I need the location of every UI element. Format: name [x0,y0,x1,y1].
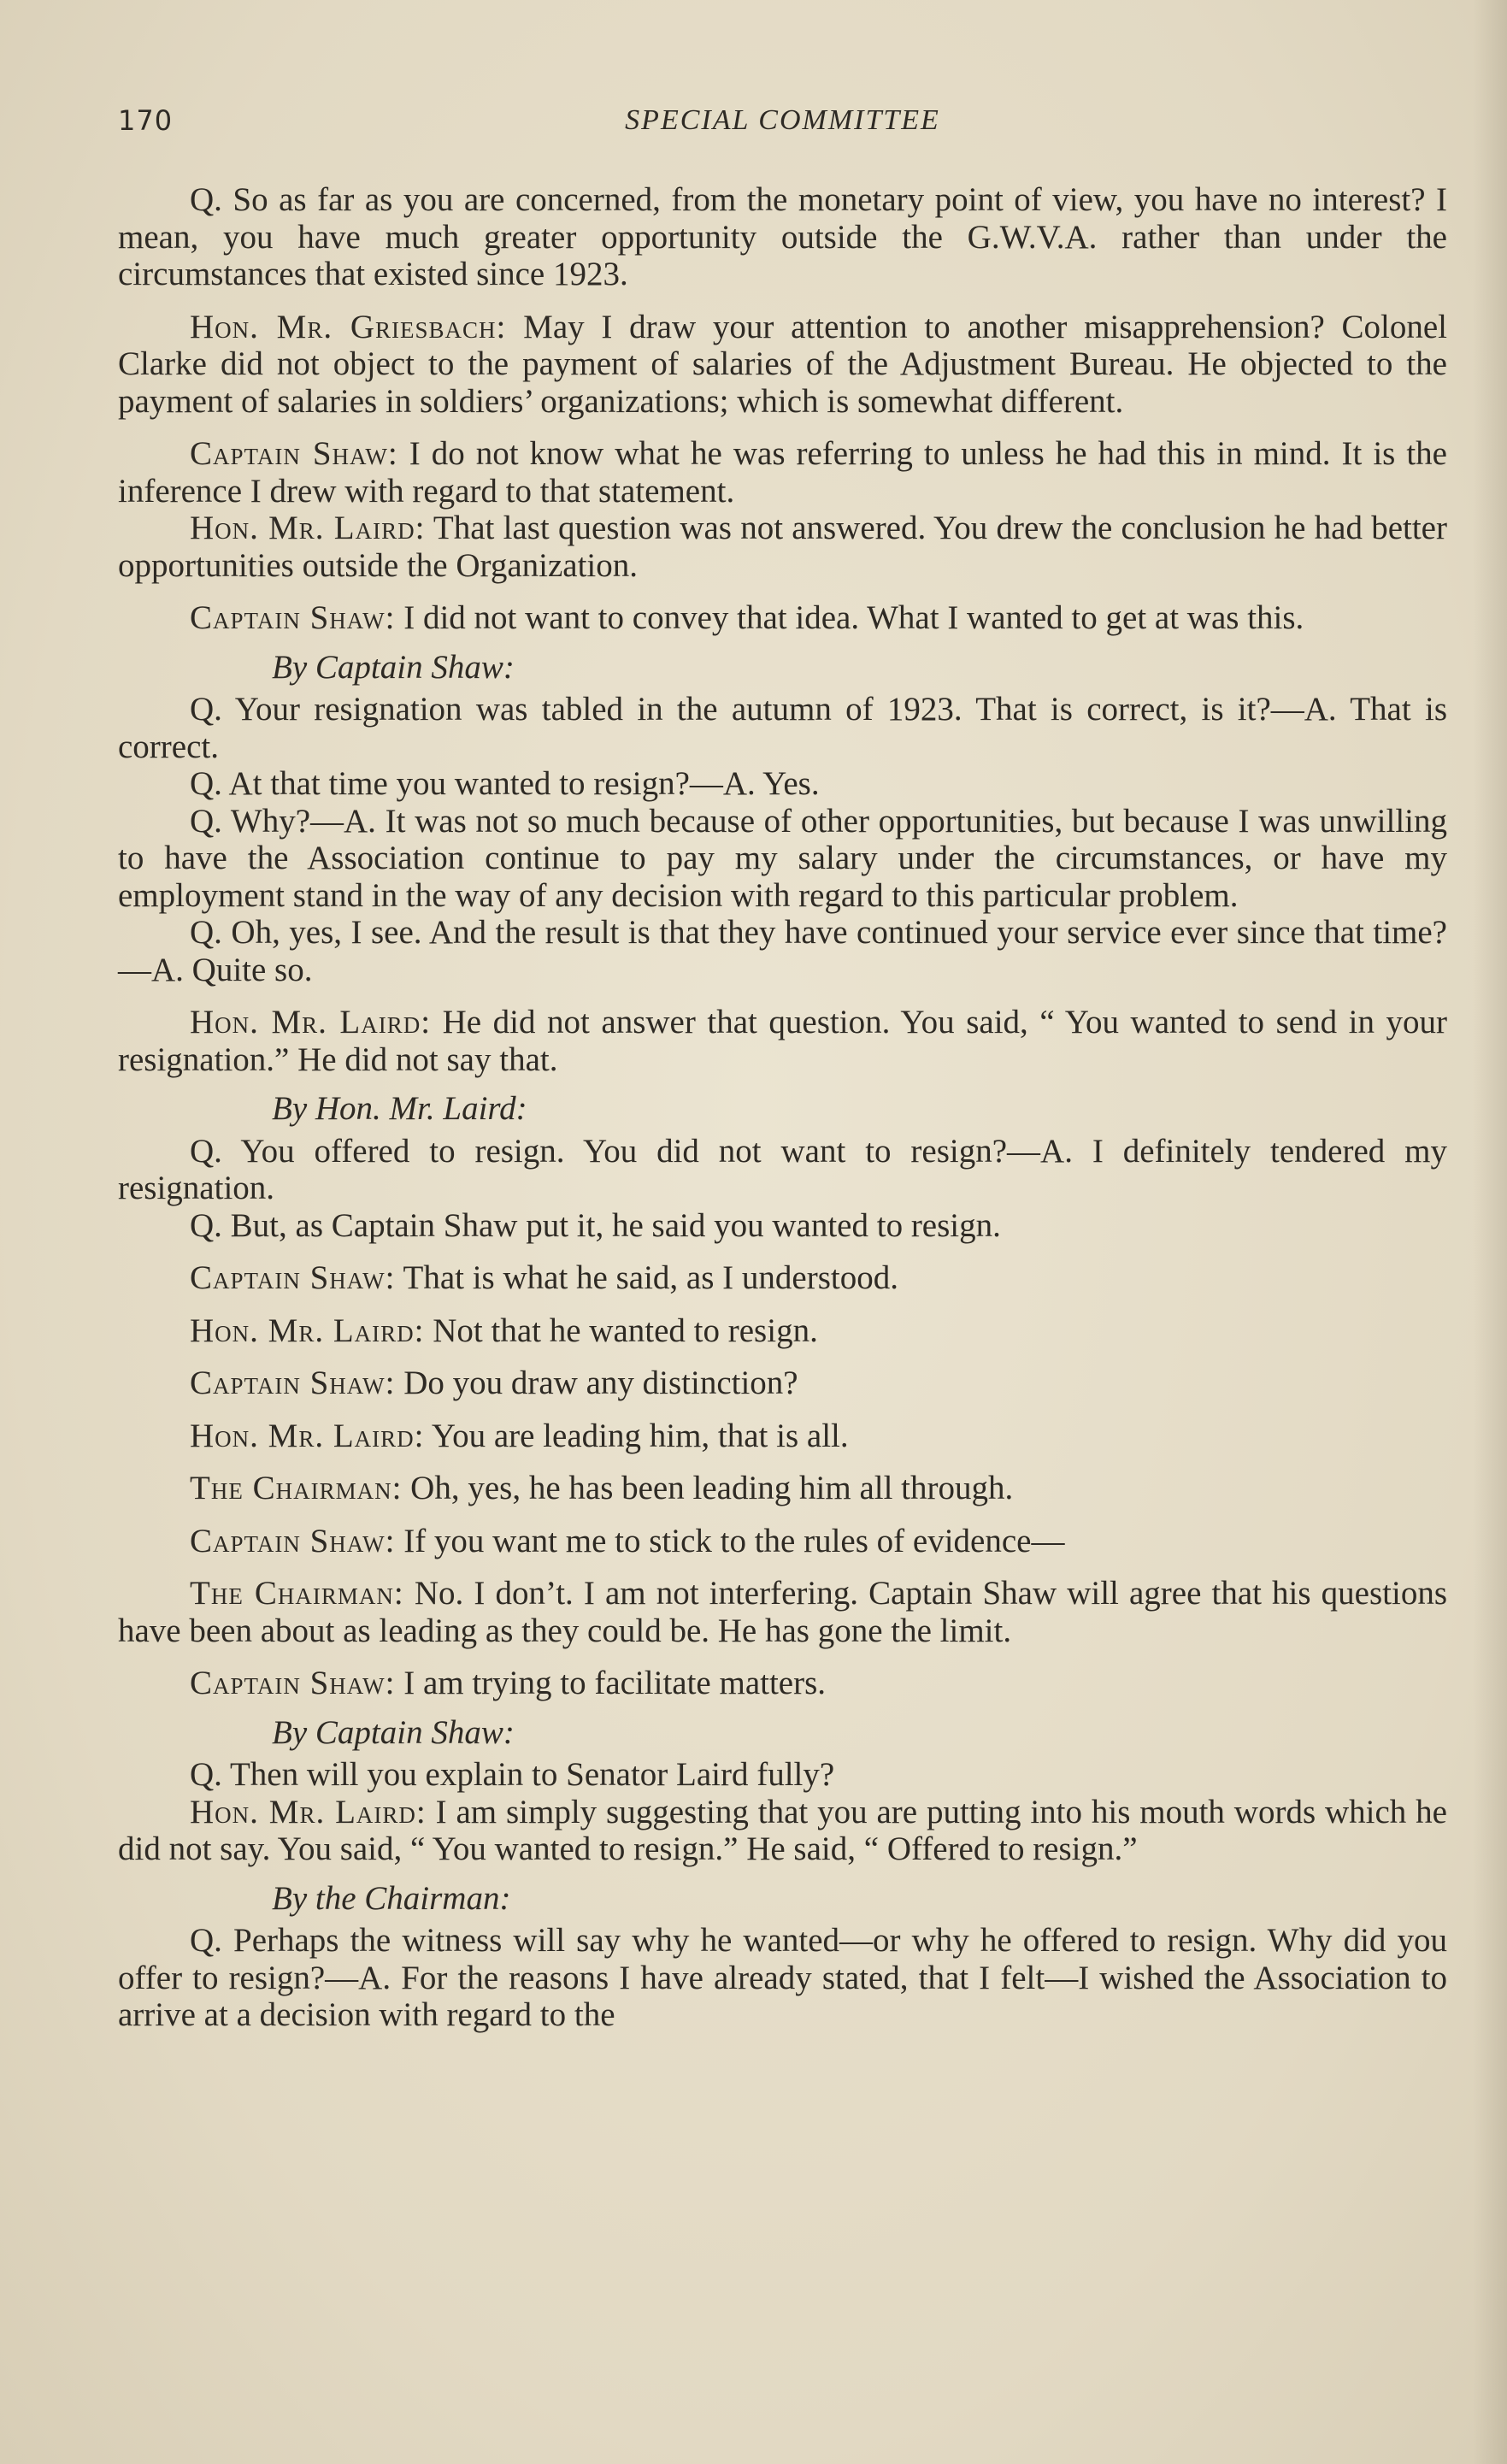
paragraph-text: Q. Oh, yes, I see. And the result is that they have continued your service ever since that time?—A. Quite so. [118,914,1447,988]
paragraph-text: He did not answer that question. You said, “ You wanted to send in your resignation.” He did not say that. [118,1004,1447,1078]
speaker-name: Hon. Mr. Griesbach: [190,308,507,345]
body-paragraph [118,803,1447,915]
body-paragraph [118,1665,1447,1702]
body-paragraph [118,1523,1447,1560]
body-paragraph [118,435,1447,510]
speaker-name: Hon. Mr. Laird: [190,1312,425,1349]
page-header [118,104,1447,147]
speaker-name: Hon. Mr. Laird: [190,510,426,546]
paragraph-text: I am trying to facilitate matters. [395,1665,827,1701]
body-paragraph [118,1207,1447,1245]
paragraph-text: Q. But, as Captain Shaw put it, he said you wanted to resign. [190,1206,1001,1244]
speaker-name: Captain Shaw: [190,599,396,636]
paragraph-text: May I draw your attention to another misapprehension? Colonel Clarke did not object to the payment of salaries of the Adjustment Bureau. He objected to the payment of salaries in soldiers’ organizations; which is somewhat different. [118,308,1448,420]
speaker-name: Hon. Mr. Laird: [190,1004,432,1040]
running-title: SPECIAL COMMITTEE [625,104,940,136]
body-paragraph [118,1575,1447,1649]
speaker-name: Captain Shaw: [190,1365,396,1401]
body-paragraph [118,1312,1447,1350]
paragraph-text: I did not want to convey that idea. What I wanted to get at was this. [395,599,1304,636]
paragraph-text: Q. Why?—A. It was not so much because of other opportunities, but because I was unwilling to have the Association continue to pay my salary under the circumstances, or have my employment stand in the way of any decision with regard to this particular problem. [118,802,1447,914]
body-paragraph [118,1004,1447,1078]
speaker-name: Hon. Mr. Laird: [190,1793,427,1830]
body-paragraph [118,765,1447,803]
examiner-heading: By Hon. Mr. Laird: [272,1090,527,1127]
speaker-name: Captain Shaw: [190,435,398,472]
speaker-name: Captain Shaw: [190,1665,396,1701]
speaker-name: Captain Shaw: [190,1259,396,1296]
paragraph-text: Oh, yes, he has been leading him all through. [402,1470,1014,1506]
body-paragraph [118,599,1447,637]
paragraph-text: I do not know what he was referring to unless he had this in mind. It is the inference I drew with regard to that statement. [118,435,1447,510]
paragraph-text: Not that he wanted to resign. [424,1312,818,1349]
body-paragraph [118,1922,1447,2034]
examiner-heading: By Captain Shaw: [272,648,515,686]
examiner-heading: By Captain Shaw: [272,1713,515,1751]
paragraph-text: You are leading him, that is all. [424,1417,849,1454]
body-paragraph [118,1259,1447,1297]
body-paragraph [118,914,1447,988]
page-number: 170 [118,104,174,137]
examiner-heading: By the Chairman: [272,1879,511,1917]
body-paragraph [118,510,1447,584]
body-paragraph [118,1756,1447,1794]
body-paragraph [118,1794,1447,1868]
paragraph-text: Q. Then will you explain to Senator Laird fully? [190,1756,835,1793]
page-edge-shadow [1473,0,1507,2464]
body-text [118,181,1447,2034]
body-paragraph [118,1470,1447,1507]
body-paragraph [118,181,1447,293]
paragraph-text: Q. So as far as you are concerned, from the monetary point of view, you have no interest? I mean, you have much greater opportunity outside the G.W.V.A. rather than under the circumstances that existed since 1923. [118,181,1447,292]
paragraph-text: Q. At that time you wanted to resign?—A. Yes. [190,765,820,802]
paragraph-text: If you want me to stick to the rules of evidence— [395,1522,1065,1559]
body-paragraph [118,1133,1447,1207]
body-paragraph [118,1365,1447,1402]
paragraph-text: Do you draw any distinction? [395,1365,798,1401]
body-paragraph [118,691,1447,765]
speaker-name: The Chairman: [190,1470,403,1506]
paragraph-text: Q. Your resignation was tabled in the autumn of 1923. That is correct, is it?—A. That is correct. [118,691,1447,765]
body-paragraph [118,1418,1447,1455]
paragraph-text: That last question was not answered. You drew the conclusion he had better opportunities outside the Organization. [118,510,1447,584]
paragraph-text: That is what he said, as I understood. [395,1259,898,1296]
paragraph-text: No. I don’t. I am not interfering. Captain Shaw will agree that his questions have been about as leading as they could be. He has gone the limit. [118,1575,1447,1649]
paragraph-text: Q. Perhaps the witness will say why he wanted—or why he offered to resign. Why did you offer to resign?—A. For the reasons I have already stated, that I felt—I wished the Association to arrive at a decision with regard to the [118,1922,1447,2033]
speaker-name: Hon. Mr. Laird: [190,1417,425,1454]
speaker-name: The Chairman: [190,1575,404,1612]
body-paragraph [118,309,1447,421]
paragraph-text: I am simply suggesting that you are putting into his mouth words which he did not say. You said, “ You wanted to resign.” He said, “ Offered to resign.” [118,1793,1447,1867]
paragraph-text: Q. You offered to resign. You did not want to resign?—A. I definitely tendered my resignation. [118,1132,1447,1206]
speaker-name: Captain Shaw: [190,1522,396,1559]
